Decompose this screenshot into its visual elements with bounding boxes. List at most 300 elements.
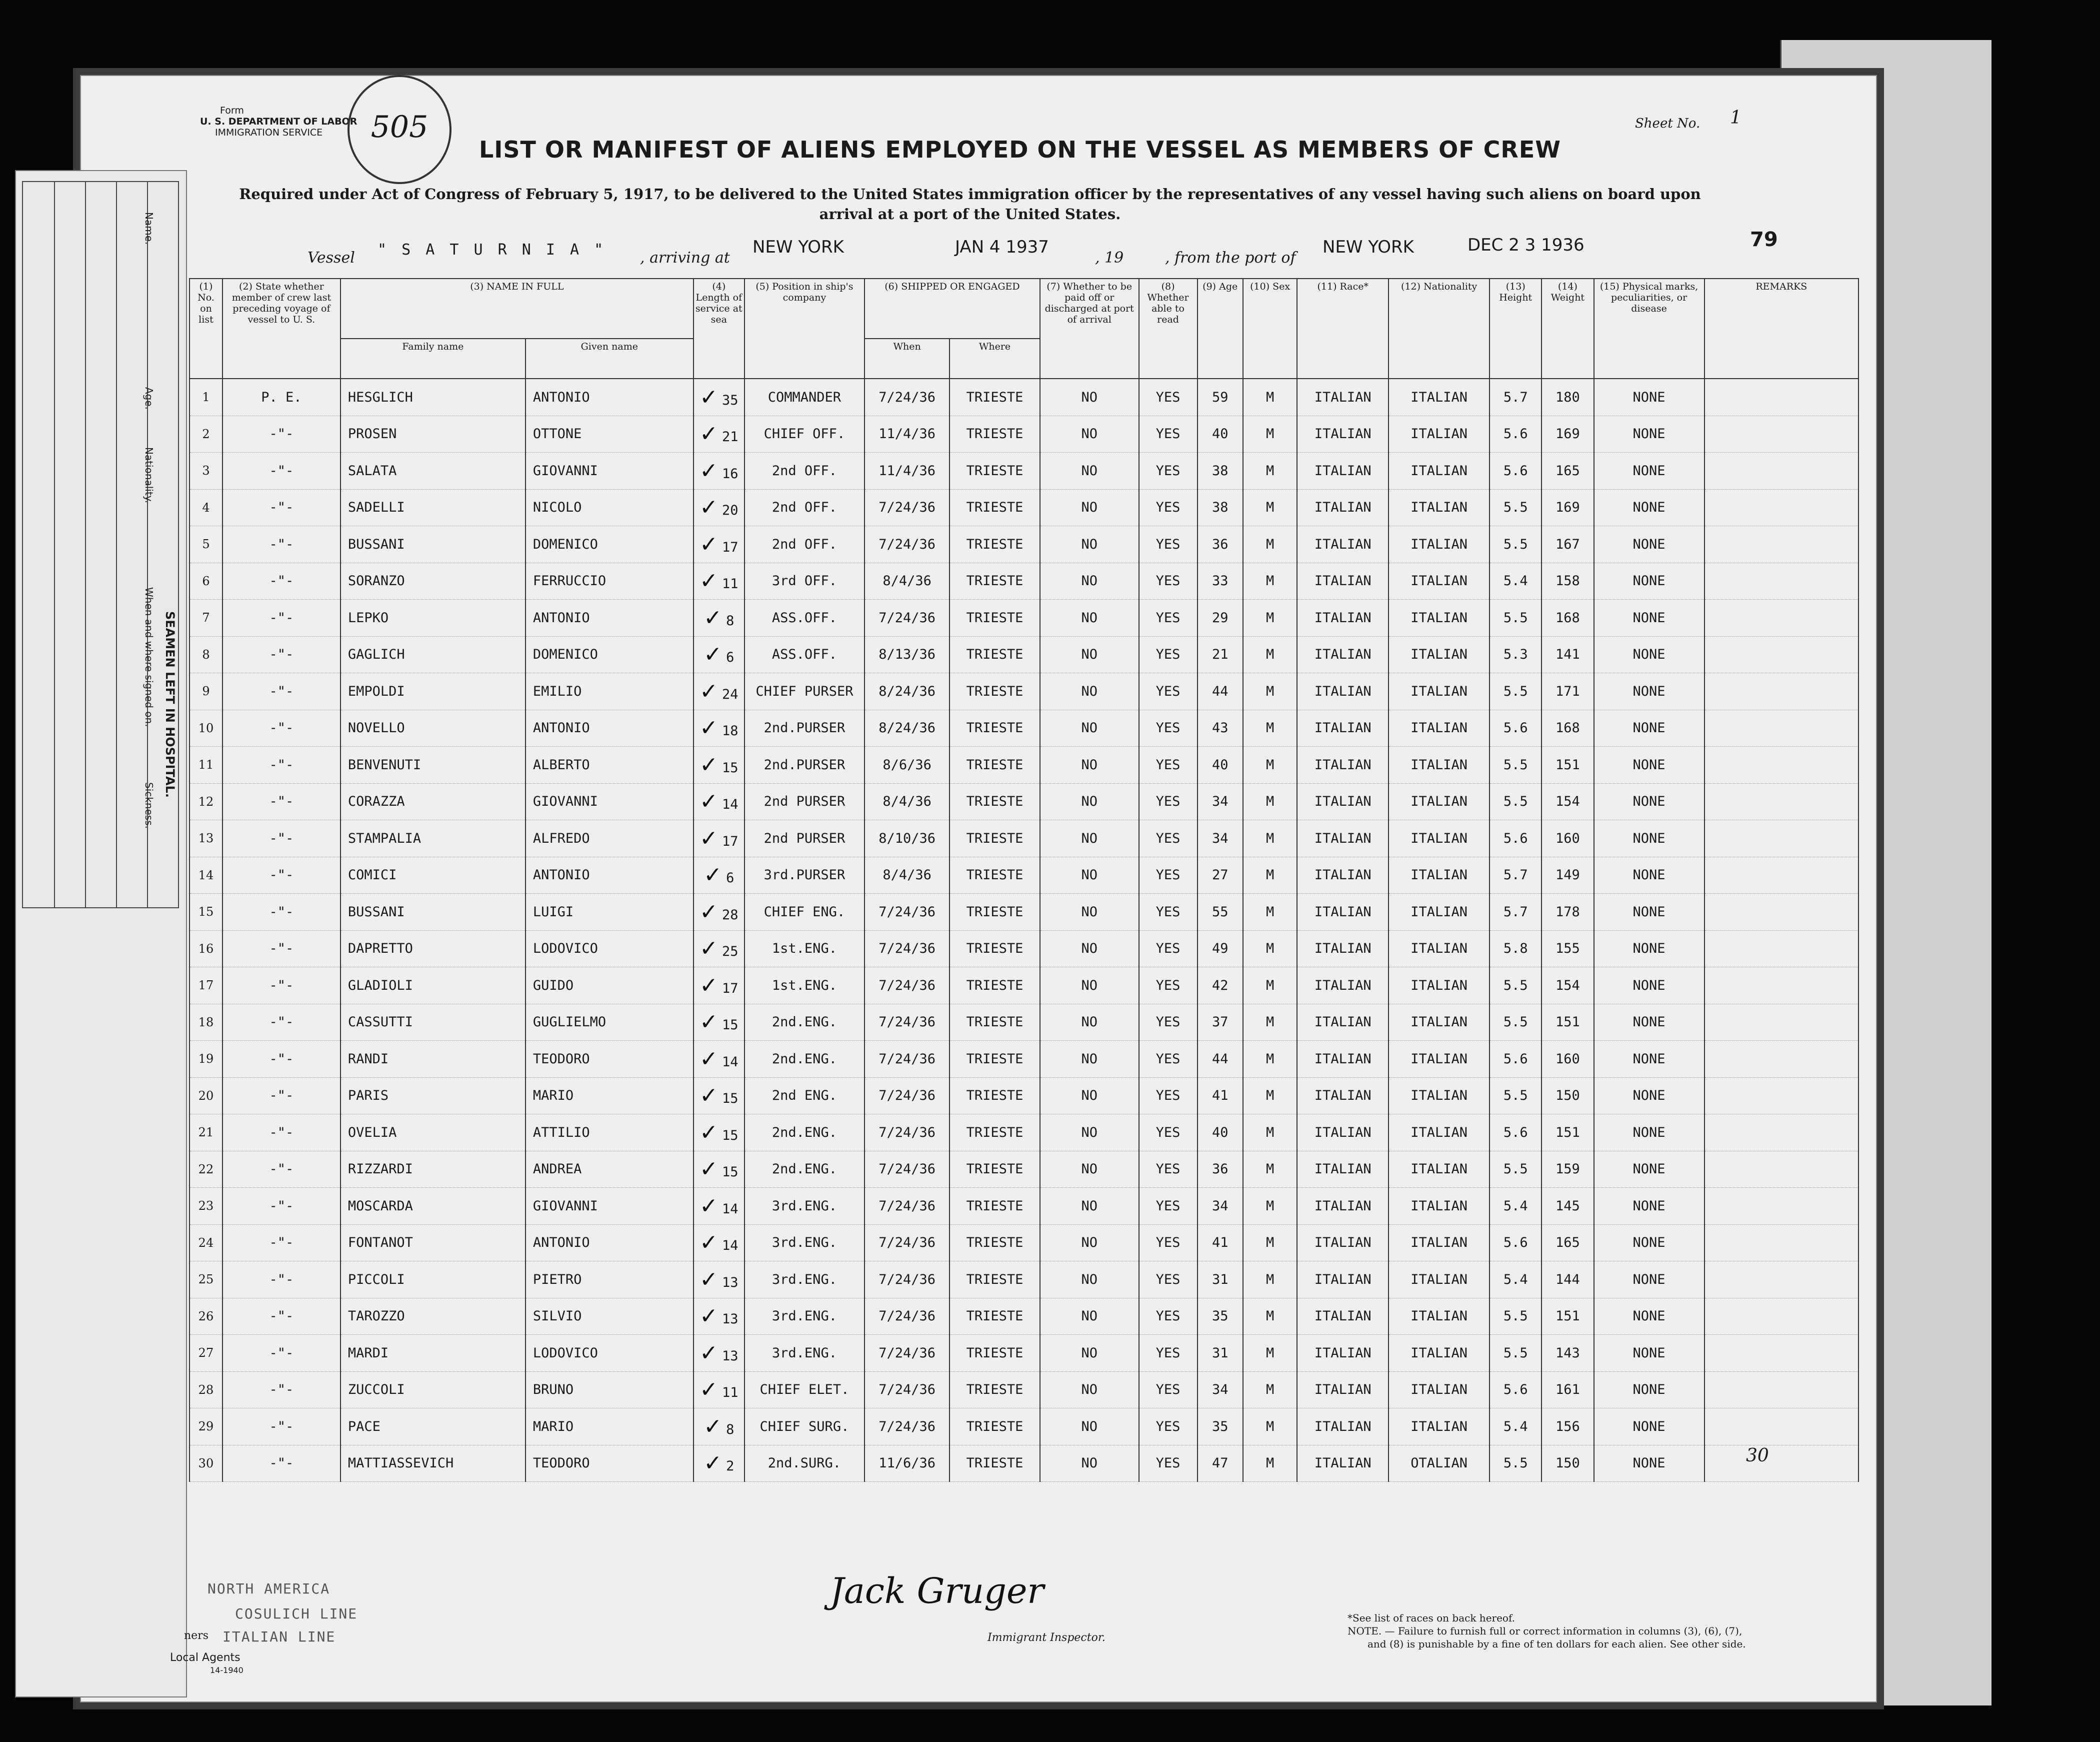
shipped-when-cell: 7/24/36 bbox=[864, 1188, 950, 1225]
weight-cell: 165 bbox=[1542, 1224, 1594, 1261]
row-number-cell: 30 bbox=[190, 1445, 222, 1482]
shipped-when-cell: 8/24/36 bbox=[864, 673, 950, 710]
physical-marks-cell: NONE bbox=[1594, 1114, 1704, 1151]
sex-cell: M bbox=[1243, 489, 1297, 526]
able-to-read-cell: YES bbox=[1139, 453, 1198, 490]
height-cell: 5.4 bbox=[1490, 563, 1542, 600]
given-name-cell: ALBERTO bbox=[526, 747, 694, 784]
paid-off-cell: NO bbox=[1040, 1261, 1139, 1298]
physical-marks-cell: NONE bbox=[1594, 1408, 1704, 1445]
shipped-when-cell: 8/4/36 bbox=[864, 563, 950, 600]
position-cell: CHIEF SURG. bbox=[744, 1408, 864, 1445]
position-cell: 2nd.ENG. bbox=[744, 1041, 864, 1078]
prev-voyage-cell: -"- bbox=[222, 636, 340, 673]
given-name-cell: ANTONIO bbox=[526, 379, 694, 416]
shipped-when-cell: 7/24/36 bbox=[864, 1114, 950, 1151]
row-number-cell: 13 bbox=[190, 820, 222, 857]
vessel-name: " S A T U R N I A " bbox=[378, 241, 606, 259]
given-name-cell: DOMENICO bbox=[526, 636, 694, 673]
crew-rows bbox=[190, 379, 1858, 1482]
able-to-read-cell: YES bbox=[1139, 747, 1198, 784]
paid-off-cell: NO bbox=[1040, 416, 1139, 453]
service-years-value: 14 bbox=[722, 797, 738, 813]
sheet-label: Sheet No. bbox=[1635, 116, 1700, 131]
col-race-header: (11) Race* bbox=[1297, 279, 1388, 379]
paid-off-cell: NO bbox=[1040, 1114, 1139, 1151]
family-name-cell: MARDI bbox=[340, 1335, 526, 1372]
form-header bbox=[200, 105, 357, 138]
row-number-cell: 29 bbox=[190, 1408, 222, 1445]
service-years-value: 14 bbox=[722, 1054, 738, 1070]
physical-marks-cell: NONE bbox=[1594, 1298, 1704, 1335]
paid-off-cell: NO bbox=[1040, 1004, 1139, 1041]
nationality-cell: ITALIAN bbox=[1388, 453, 1490, 490]
shipped-when-cell: 8/24/36 bbox=[864, 710, 950, 747]
age-cell: 29 bbox=[1198, 600, 1243, 637]
race-cell: ITALIAN bbox=[1297, 1298, 1388, 1335]
given-name-cell: TEODORO bbox=[526, 1445, 694, 1482]
remarks-cell bbox=[1704, 783, 1858, 820]
able-to-read-cell: YES bbox=[1139, 1041, 1198, 1078]
service-years-cell bbox=[694, 1004, 744, 1041]
age-cell: 35 bbox=[1198, 1408, 1243, 1445]
height-cell: 5.7 bbox=[1490, 857, 1542, 894]
paid-off-cell: NO bbox=[1040, 600, 1139, 637]
row-number-cell: 22 bbox=[190, 1151, 222, 1188]
department-label: U. S. DEPARTMENT OF LABOR bbox=[200, 116, 358, 127]
weight-cell: 178 bbox=[1542, 894, 1594, 931]
shipped-where-cell: TRIESTE bbox=[950, 783, 1040, 820]
paid-off-cell: NO bbox=[1040, 783, 1139, 820]
race-cell: ITALIAN bbox=[1297, 894, 1388, 931]
shipped-where-cell: TRIESTE bbox=[950, 563, 1040, 600]
service-years-cell bbox=[694, 710, 744, 747]
race-cell: ITALIAN bbox=[1297, 1408, 1388, 1445]
height-cell: 5.5 bbox=[1490, 1004, 1542, 1041]
race-cell: ITALIAN bbox=[1297, 636, 1388, 673]
given-name-cell: OTTONE bbox=[526, 416, 694, 453]
paid-off-cell: NO bbox=[1040, 1224, 1139, 1261]
check-mark-icon: ✓ bbox=[700, 1230, 718, 1256]
given-name-cell: EMILIO bbox=[526, 673, 694, 710]
paid-off-cell: NO bbox=[1040, 1408, 1139, 1445]
check-mark-icon: ✓ bbox=[700, 936, 718, 962]
hospital-slip-grid bbox=[22, 181, 179, 908]
sex-cell: M bbox=[1243, 930, 1297, 967]
given-name-cell: ANTONIO bbox=[526, 857, 694, 894]
remarks-cell bbox=[1704, 1298, 1858, 1335]
shipped-where-cell: TRIESTE bbox=[950, 894, 1040, 931]
nationality-cell: ITALIAN bbox=[1388, 1041, 1490, 1078]
race-cell: ITALIAN bbox=[1297, 1224, 1388, 1261]
given-name-cell: ANTONIO bbox=[526, 710, 694, 747]
check-mark-icon: ✓ bbox=[700, 495, 718, 521]
nationality-cell: ITALIAN bbox=[1388, 1004, 1490, 1041]
table-row bbox=[190, 1114, 1858, 1151]
sex-cell: M bbox=[1243, 526, 1297, 563]
service-years-cell bbox=[694, 1445, 744, 1482]
paid-off-cell: NO bbox=[1040, 1188, 1139, 1225]
nationality-cell: ITALIAN bbox=[1388, 1298, 1490, 1335]
shipped-when-cell: 7/24/36 bbox=[864, 1371, 950, 1408]
service-years-value: 35 bbox=[722, 392, 738, 408]
row-number-cell: 3 bbox=[190, 453, 222, 490]
position-cell: 2nd PURSER bbox=[744, 820, 864, 857]
shipped-when-cell: 7/24/36 bbox=[864, 1004, 950, 1041]
race-cell: ITALIAN bbox=[1297, 1004, 1388, 1041]
shipped-where-cell: TRIESTE bbox=[950, 820, 1040, 857]
family-name-cell: SADELLI bbox=[340, 489, 526, 526]
position-cell: CHIEF OFF. bbox=[744, 416, 864, 453]
family-name-cell: RANDI bbox=[340, 1041, 526, 1078]
shipped-when-cell: 8/13/36 bbox=[864, 636, 950, 673]
form-number: 14-1940 bbox=[210, 1665, 244, 1675]
remarks-cell bbox=[1704, 1224, 1858, 1261]
able-to-read-cell: YES bbox=[1139, 783, 1198, 820]
age-cell: 59 bbox=[1198, 379, 1243, 416]
age-cell: 42 bbox=[1198, 967, 1243, 1004]
footer-line-3: ITALIAN LINE bbox=[222, 1628, 336, 1645]
service-years-cell bbox=[694, 1408, 744, 1445]
weight-cell: 168 bbox=[1542, 600, 1594, 637]
service-years-cell bbox=[694, 1298, 744, 1335]
check-mark-icon: ✓ bbox=[704, 605, 722, 631]
shipped-where-cell: TRIESTE bbox=[950, 673, 1040, 710]
sex-cell: M bbox=[1243, 1298, 1297, 1335]
height-cell: 5.5 bbox=[1490, 1151, 1542, 1188]
row-number-cell: 19 bbox=[190, 1041, 222, 1078]
age-cell: 49 bbox=[1198, 930, 1243, 967]
weight-cell: 150 bbox=[1542, 1077, 1594, 1114]
weight-cell: 171 bbox=[1542, 673, 1594, 710]
physical-marks-cell: NONE bbox=[1594, 1261, 1704, 1298]
remarks-cell bbox=[1704, 967, 1858, 1004]
given-name-cell: BRUNO bbox=[526, 1371, 694, 1408]
nationality-cell: ITALIAN bbox=[1388, 820, 1490, 857]
prev-voyage-cell: -"- bbox=[222, 1188, 340, 1225]
position-cell: 3rd OFF. bbox=[744, 563, 864, 600]
local-agents-label: Local Agents bbox=[170, 1651, 240, 1664]
service-years-cell bbox=[694, 1371, 744, 1408]
nationality-cell: ITALIAN bbox=[1388, 930, 1490, 967]
position-cell: 3rd.PURSER bbox=[744, 857, 864, 894]
sex-cell: M bbox=[1243, 1151, 1297, 1188]
family-name-cell: OVELIA bbox=[340, 1114, 526, 1151]
physical-marks-cell: NONE bbox=[1594, 673, 1704, 710]
physical-marks-cell: NONE bbox=[1594, 747, 1704, 784]
remarks-cell bbox=[1704, 1408, 1858, 1445]
service-years-value: 17 bbox=[722, 539, 738, 555]
check-mark-icon: ✓ bbox=[700, 715, 718, 741]
height-cell: 5.6 bbox=[1490, 453, 1542, 490]
weight-cell: 149 bbox=[1542, 857, 1594, 894]
given-name-cell: ATTILIO bbox=[526, 1114, 694, 1151]
service-years-cell bbox=[694, 1188, 744, 1225]
able-to-read-cell: YES bbox=[1139, 1261, 1198, 1298]
col-prev-voyage-header: (2) State whether member of crew last preceding voyage of vessel to U. S. bbox=[222, 279, 340, 379]
service-years-value: 15 bbox=[722, 1127, 738, 1143]
age-cell: 34 bbox=[1198, 1188, 1243, 1225]
position-cell: 2nd PURSER bbox=[744, 783, 864, 820]
table-row bbox=[190, 416, 1858, 453]
weight-cell: 141 bbox=[1542, 636, 1594, 673]
height-cell: 5.4 bbox=[1490, 1188, 1542, 1225]
position-cell: 2nd.PURSER bbox=[744, 747, 864, 784]
weight-cell: 151 bbox=[1542, 747, 1594, 784]
height-cell: 5.5 bbox=[1490, 600, 1542, 637]
race-cell: ITALIAN bbox=[1297, 379, 1388, 416]
given-name-cell: GIOVANNI bbox=[526, 783, 694, 820]
height-cell: 5.6 bbox=[1490, 710, 1542, 747]
shipped-where-cell: TRIESTE bbox=[950, 636, 1040, 673]
service-years-value: 6 bbox=[726, 650, 734, 666]
race-cell: ITALIAN bbox=[1297, 1114, 1388, 1151]
height-cell: 5.4 bbox=[1490, 1408, 1542, 1445]
row-number-cell: 24 bbox=[190, 1224, 222, 1261]
row-number-cell: 27 bbox=[190, 1335, 222, 1372]
nationality-cell: ITALIAN bbox=[1388, 1077, 1490, 1114]
service-years-value: 15 bbox=[722, 1091, 738, 1107]
physical-marks-cell: NONE bbox=[1594, 930, 1704, 967]
physical-marks-cell: NONE bbox=[1594, 1188, 1704, 1225]
check-mark-icon: ✓ bbox=[700, 1340, 718, 1366]
col-service-header: (4) Length of service at sea bbox=[694, 279, 744, 379]
shipped-where-cell: TRIESTE bbox=[950, 489, 1040, 526]
able-to-read-cell: YES bbox=[1139, 710, 1198, 747]
service-years-value: 15 bbox=[722, 1017, 738, 1033]
hospital-slip bbox=[15, 170, 187, 1697]
prev-voyage-cell: -"- bbox=[222, 747, 340, 784]
sex-cell: M bbox=[1243, 379, 1297, 416]
weight-cell: 160 bbox=[1542, 820, 1594, 857]
row-number-cell: 7 bbox=[190, 600, 222, 637]
service-years-cell bbox=[694, 636, 744, 673]
sex-cell: M bbox=[1243, 673, 1297, 710]
shipped-where-cell: TRIESTE bbox=[950, 1188, 1040, 1225]
shipped-where-cell: TRIESTE bbox=[950, 526, 1040, 563]
service-years-value: 24 bbox=[722, 686, 738, 702]
weight-cell: 169 bbox=[1542, 489, 1594, 526]
note-races: *See list of races on back hereof. bbox=[1348, 1612, 1516, 1624]
height-cell: 5.5 bbox=[1490, 747, 1542, 784]
prev-voyage-cell: -"- bbox=[222, 1224, 340, 1261]
check-mark-icon: ✓ bbox=[700, 421, 718, 447]
family-name-cell: CASSUTTI bbox=[340, 1004, 526, 1041]
remarks-cell bbox=[1704, 416, 1858, 453]
table-row bbox=[190, 857, 1858, 894]
age-cell: 31 bbox=[1198, 1335, 1243, 1372]
prev-voyage-cell: -"- bbox=[222, 820, 340, 857]
service-years-value: 13 bbox=[722, 1274, 738, 1290]
table-row bbox=[190, 967, 1858, 1004]
check-mark-icon: ✓ bbox=[700, 458, 718, 484]
given-name-cell: PIETRO bbox=[526, 1261, 694, 1298]
prev-voyage-cell: -"- bbox=[222, 600, 340, 637]
row-number-cell: 21 bbox=[190, 1114, 222, 1151]
paid-off-cell: NO bbox=[1040, 379, 1139, 416]
paid-off-cell: NO bbox=[1040, 1077, 1139, 1114]
service-years-cell bbox=[694, 526, 744, 563]
family-name-cell: TAROZZO bbox=[340, 1298, 526, 1335]
row-number-cell: 28 bbox=[190, 1371, 222, 1408]
shipped-when-cell: 7/24/36 bbox=[864, 1041, 950, 1078]
nationality-cell: ITALIAN bbox=[1388, 526, 1490, 563]
shipped-where-cell: TRIESTE bbox=[950, 1004, 1040, 1041]
nationality-cell: OTALIAN bbox=[1388, 1445, 1490, 1482]
physical-marks-cell: NONE bbox=[1594, 379, 1704, 416]
family-name-cell: CORAZZA bbox=[340, 783, 526, 820]
able-to-read-cell: YES bbox=[1139, 1188, 1198, 1225]
shipped-where-cell: TRIESTE bbox=[950, 379, 1040, 416]
prev-voyage-cell: -"- bbox=[222, 1298, 340, 1335]
physical-marks-cell: NONE bbox=[1594, 1224, 1704, 1261]
service-years-value: 13 bbox=[722, 1348, 738, 1364]
remarks-cell bbox=[1704, 747, 1858, 784]
shipped-where-cell: TRIESTE bbox=[950, 710, 1040, 747]
height-cell: 5.5 bbox=[1490, 1298, 1542, 1335]
given-name-cell: SILVIO bbox=[526, 1298, 694, 1335]
position-cell: 3rd.ENG. bbox=[744, 1261, 864, 1298]
prev-voyage-cell: -"- bbox=[222, 967, 340, 1004]
age-cell: 35 bbox=[1198, 1298, 1243, 1335]
physical-marks-cell: NONE bbox=[1594, 526, 1704, 563]
service-years-value: 20 bbox=[722, 503, 738, 519]
shipped-where-cell: TRIESTE bbox=[950, 857, 1040, 894]
family-name-cell: FONTANOT bbox=[340, 1224, 526, 1261]
nationality-cell: ITALIAN bbox=[1388, 857, 1490, 894]
service-years-value: 17 bbox=[722, 980, 738, 996]
service-years-value: 25 bbox=[722, 944, 738, 960]
given-name-cell: GUIDO bbox=[526, 967, 694, 1004]
col-where-header: Where bbox=[950, 339, 1040, 379]
height-cell: 5.5 bbox=[1490, 967, 1542, 1004]
age-cell: 38 bbox=[1198, 453, 1243, 490]
position-cell: 2nd.PURSER bbox=[744, 710, 864, 747]
row-number-cell: 25 bbox=[190, 1261, 222, 1298]
col-read-header: (8) Whether able to read bbox=[1139, 279, 1198, 379]
race-cell: ITALIAN bbox=[1297, 453, 1388, 490]
weight-cell: 151 bbox=[1542, 1114, 1594, 1151]
table-row bbox=[190, 710, 1858, 747]
age-cell: 43 bbox=[1198, 710, 1243, 747]
check-mark-icon: ✓ bbox=[700, 972, 718, 998]
paid-off-cell: NO bbox=[1040, 636, 1139, 673]
remarks-cell bbox=[1704, 1004, 1858, 1041]
owners-label: ners bbox=[184, 1629, 208, 1642]
nationality-cell: ITALIAN bbox=[1388, 1408, 1490, 1445]
height-cell: 5.7 bbox=[1490, 894, 1542, 931]
check-mark-icon: ✓ bbox=[700, 1193, 718, 1219]
footer-line-2: COSULICH LINE bbox=[235, 1605, 358, 1622]
col-height-header: (13) Height bbox=[1490, 279, 1542, 379]
nationality-cell: ITALIAN bbox=[1388, 967, 1490, 1004]
vessel-label: Vessel bbox=[308, 249, 355, 267]
col-marks-header: (15) Physical marks, peculiarities, or disease bbox=[1594, 279, 1704, 379]
footer-note bbox=[1348, 1611, 1746, 1650]
prev-voyage-cell: P. E. bbox=[222, 379, 340, 416]
weight-cell: 159 bbox=[1542, 1151, 1594, 1188]
check-mark-icon: ✓ bbox=[704, 1413, 722, 1439]
age-cell: 38 bbox=[1198, 489, 1243, 526]
age-cell: 55 bbox=[1198, 894, 1243, 931]
weight-cell: 160 bbox=[1542, 1041, 1594, 1078]
weight-cell: 145 bbox=[1542, 1188, 1594, 1225]
remarks-cell bbox=[1704, 453, 1858, 490]
prev-voyage-cell: -"- bbox=[222, 673, 340, 710]
table-row bbox=[190, 820, 1858, 857]
service-years-cell bbox=[694, 453, 744, 490]
col-paid-off-header: (7) Whether to be paid off or discharged at port of arrival bbox=[1040, 279, 1139, 379]
height-cell: 5.6 bbox=[1490, 416, 1542, 453]
service-years-cell bbox=[694, 747, 744, 784]
nationality-cell: ITALIAN bbox=[1388, 1261, 1490, 1298]
sex-cell: M bbox=[1243, 636, 1297, 673]
able-to-read-cell: YES bbox=[1139, 1224, 1198, 1261]
nationality-cell: ITALIAN bbox=[1388, 636, 1490, 673]
physical-marks-cell: NONE bbox=[1594, 489, 1704, 526]
weight-cell: 158 bbox=[1542, 563, 1594, 600]
able-to-read-cell: YES bbox=[1139, 563, 1198, 600]
shipped-when-cell: 7/24/36 bbox=[864, 1224, 950, 1261]
nationality-cell: ITALIAN bbox=[1388, 600, 1490, 637]
note-fine-1: NOTE. — Failure to furnish full or correct information in columns (3), (6), (7), bbox=[1348, 1625, 1742, 1637]
margin-mark: 30 bbox=[1746, 1445, 1769, 1466]
nationality-cell: ITALIAN bbox=[1388, 710, 1490, 747]
check-mark-icon: ✓ bbox=[700, 531, 718, 557]
sex-cell: M bbox=[1243, 600, 1297, 637]
remarks-cell bbox=[1704, 1041, 1858, 1078]
shipped-where-cell: TRIESTE bbox=[950, 1151, 1040, 1188]
row-number-cell: 5 bbox=[190, 526, 222, 563]
nationality-cell: ITALIAN bbox=[1388, 1151, 1490, 1188]
check-mark-icon: ✓ bbox=[704, 1450, 722, 1476]
remarks-cell bbox=[1704, 894, 1858, 931]
family-name-cell: PACE bbox=[340, 1408, 526, 1445]
service-years-cell bbox=[694, 416, 744, 453]
family-name-cell: EMPOLDI bbox=[340, 673, 526, 710]
height-cell: 5.4 bbox=[1490, 1261, 1542, 1298]
age-cell: 40 bbox=[1198, 416, 1243, 453]
prev-voyage-cell: -"- bbox=[222, 1151, 340, 1188]
check-mark-icon: ✓ bbox=[700, 752, 718, 778]
able-to-read-cell: YES bbox=[1139, 1298, 1198, 1335]
age-cell: 44 bbox=[1198, 1041, 1243, 1078]
col-sex-header: (10) Sex bbox=[1243, 279, 1297, 379]
nationality-cell: ITALIAN bbox=[1388, 489, 1490, 526]
shipped-when-cell: 7/24/36 bbox=[864, 967, 950, 1004]
nationality-cell: ITALIAN bbox=[1388, 747, 1490, 784]
age-cell: 40 bbox=[1198, 1114, 1243, 1151]
race-cell: ITALIAN bbox=[1297, 1371, 1388, 1408]
family-name-cell: GLADIOLI bbox=[340, 967, 526, 1004]
remarks-cell bbox=[1704, 857, 1858, 894]
race-cell: ITALIAN bbox=[1297, 820, 1388, 857]
table-row bbox=[190, 1004, 1858, 1041]
physical-marks-cell: NONE bbox=[1594, 636, 1704, 673]
row-number-cell: 9 bbox=[190, 673, 222, 710]
physical-marks-cell: NONE bbox=[1594, 563, 1704, 600]
shipped-where-cell: TRIESTE bbox=[950, 1335, 1040, 1372]
position-cell: 2nd.ENG. bbox=[744, 1004, 864, 1041]
shipped-when-cell: 7/24/36 bbox=[864, 1261, 950, 1298]
weight-cell: 151 bbox=[1542, 1004, 1594, 1041]
check-mark-icon: ✓ bbox=[700, 1083, 718, 1109]
paid-off-cell: NO bbox=[1040, 747, 1139, 784]
physical-marks-cell: NONE bbox=[1594, 1077, 1704, 1114]
service-years-value: 28 bbox=[722, 907, 738, 923]
remarks-cell bbox=[1704, 820, 1858, 857]
able-to-read-cell: YES bbox=[1139, 600, 1198, 637]
